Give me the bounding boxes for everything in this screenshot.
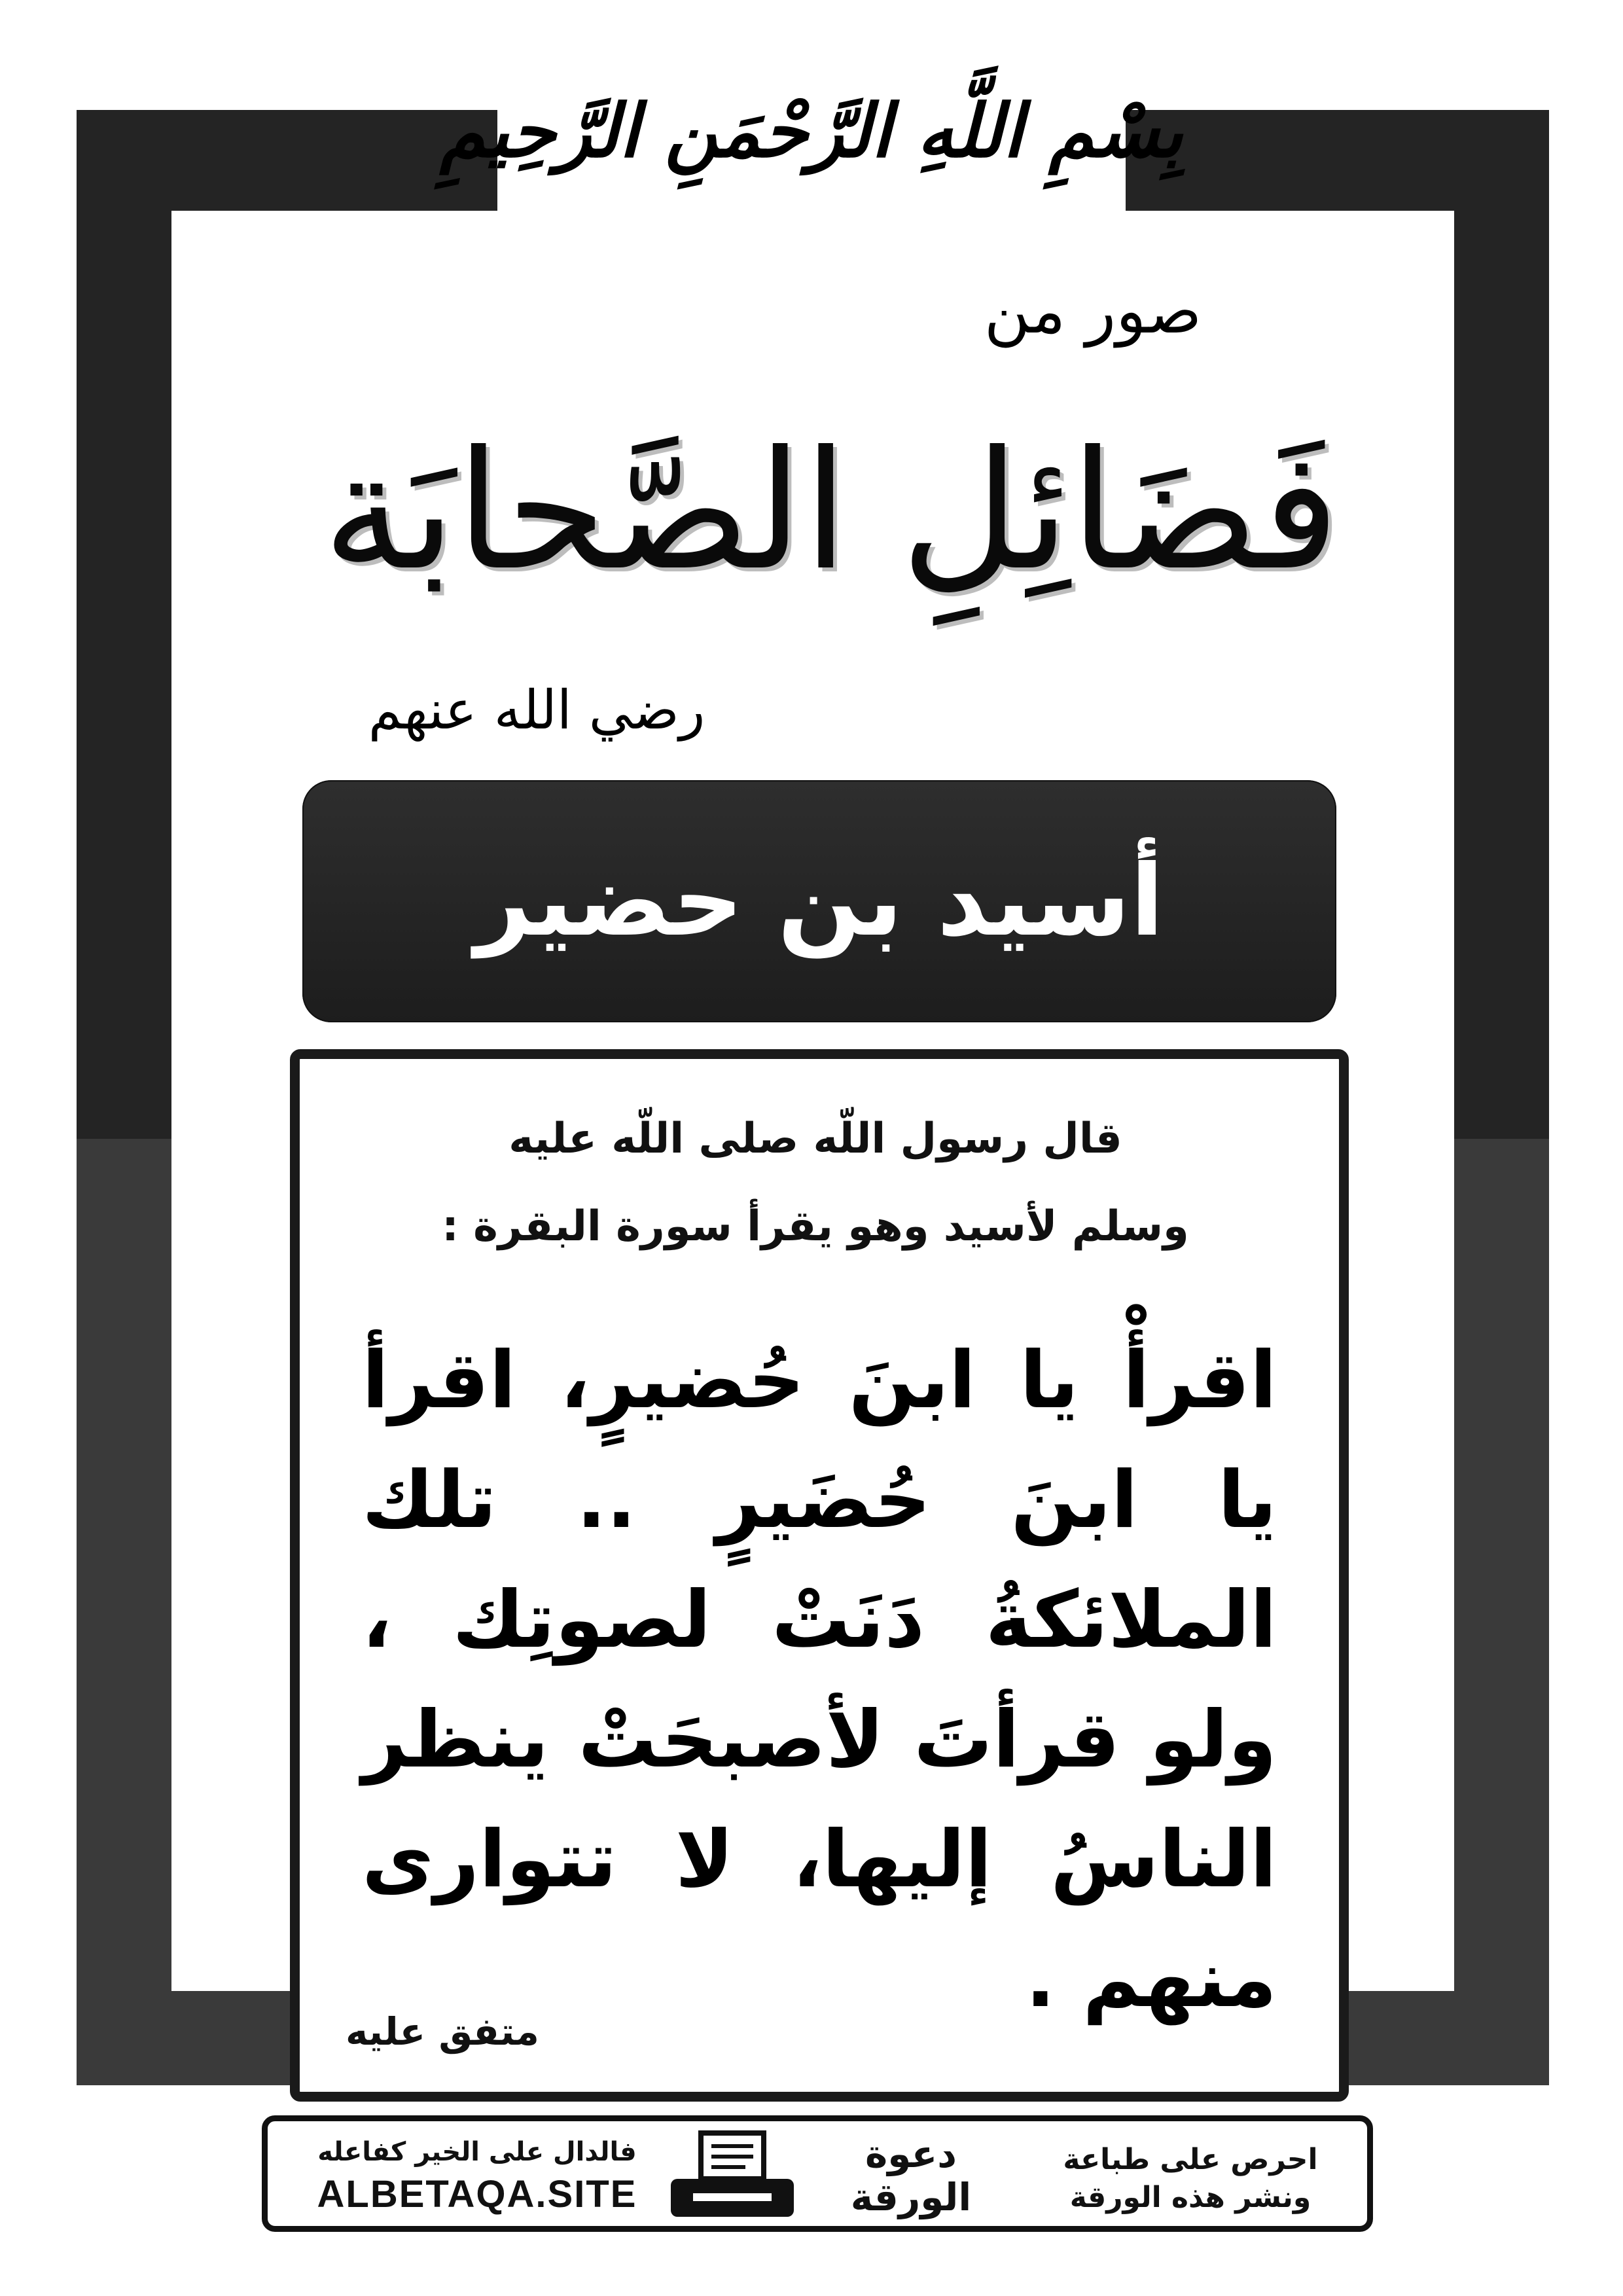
page-title: فَضَائِلِ الصَّحابَة xyxy=(322,415,1340,606)
footer-site-link[interactable]: ALBETAQA.SITE xyxy=(317,2173,637,2215)
honorific: رضي الله عنهم xyxy=(368,679,705,742)
page-subtitle: صور من xyxy=(984,274,1202,348)
print-note-line-1: احرص على طباعة xyxy=(1063,2143,1318,2176)
footer-site-block xyxy=(294,2133,660,2218)
printer-icon xyxy=(667,2130,798,2222)
footer-tagline: فالدال على الخير كفاعله xyxy=(317,2137,637,2167)
footer-print-note xyxy=(1046,2141,1334,2217)
logo-line-1: دعوة xyxy=(865,2132,957,2176)
hadith-box xyxy=(290,1049,1349,2102)
logo-line-2: الورقة xyxy=(850,2175,972,2219)
footer xyxy=(262,2115,1373,2232)
companion-name-banner xyxy=(302,780,1336,1022)
companion-name: أسيد بن حضير xyxy=(474,844,1164,958)
hadith-intro-line-1: قال رسول اللّه صلى اللّه عليه xyxy=(508,1115,1122,1163)
basmala-text: بِسْمِ اللَّهِ الرَّحْمَنِ الرَّحِيمِ xyxy=(440,88,1183,174)
hadith-text: اقرأْ يا ابنَ حُضيرٍ، اقرأ يا ابنَ حُضَيرٍ .. تلك الملائكةُ دَنَتْ لصوتِك ، ولو قرأتَ لأصبحَتْ ينظر الناسُ إليها، لا تتوارى منهم . xyxy=(362,1335,1277,2025)
print-note-line-2: ونشر هذه الورقة xyxy=(1069,2181,1311,2214)
hadith-intro xyxy=(390,1095,1241,1270)
dawat-alwaraqa-logo xyxy=(842,2125,980,2226)
hadith-intro-line-2: وسلم لأسيد وهو يقرأ سورة البقرة : xyxy=(442,1202,1189,1251)
basmala xyxy=(440,52,1183,209)
hadith-source: متفق عليه xyxy=(346,2009,539,2054)
